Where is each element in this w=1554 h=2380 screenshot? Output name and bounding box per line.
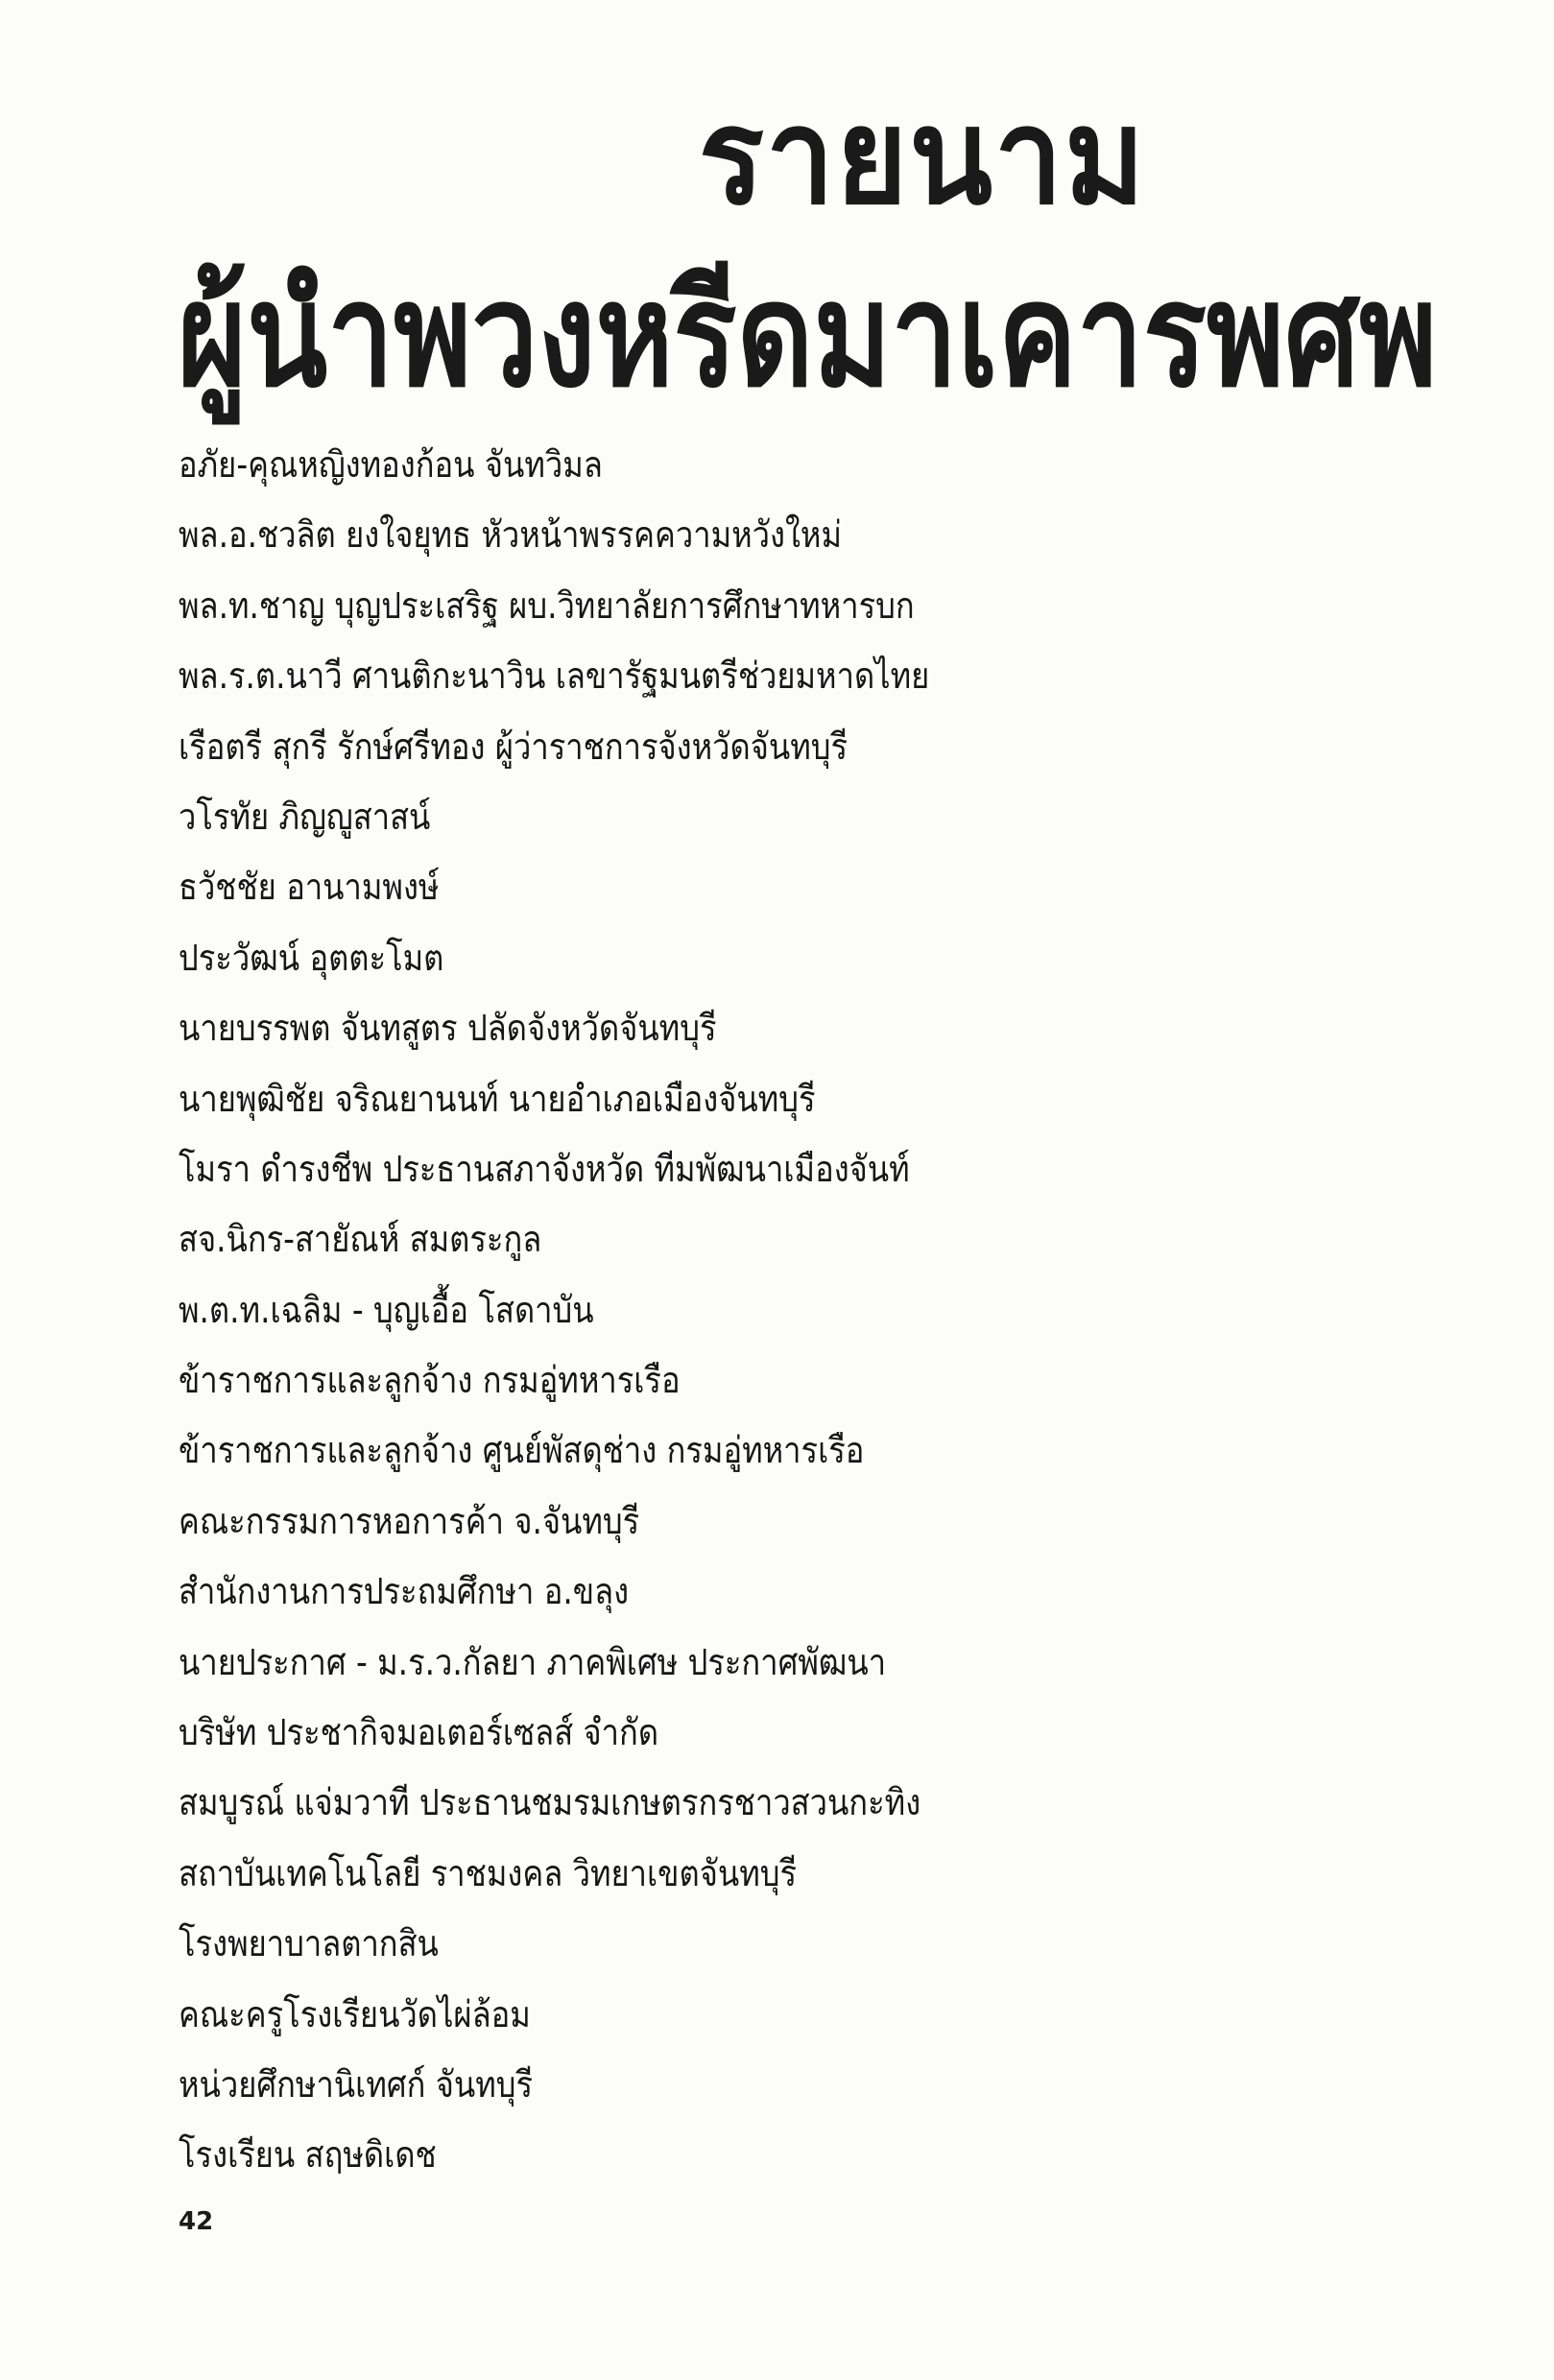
list-item: เรือตรี สุกรี รักษ์ศรีทอง ผู้ว่าราชการจังหวัดจันทบุรี (179, 725, 849, 768)
list-item: คณะครูโรงเรียนวัดไผ่ล้อม (179, 1992, 531, 2035)
list-item: คณะกรรมการหอการค้า จ.จันทบุรี (179, 1499, 640, 1542)
title-line-1: รายนาม (698, 80, 1147, 234)
list-item: โรงพยาบาลตากสิน (179, 1922, 439, 1965)
list-item: สมบูรณ์ แจ่มวาที ประธานชมรมเกษตรกรชาวสวนกะทิง (179, 1781, 921, 1824)
list-item: สถาบันเทคโนโลยี ราชมงคล วิทยาเขตจันทบุรี (179, 1851, 798, 1894)
list-item: นายบรรพต จันทสูตร ปลัดจังหวัดจันทบุรี (179, 1007, 717, 1050)
list-item: นายประกาศ - ม.ร.ว.กัลยา ภาคพิเศษ ประกาศพัฒนา (179, 1640, 887, 1683)
list-item: ข้าราชการและลูกจ้าง ศูนย์พัสดุช่าง กรมอู่ทหารเรือ (179, 1429, 865, 1472)
list-item: พล.ท.ชาญ บุญประเสริฐ ผบ.วิทยาลัยการศึกษาทหารบก (179, 583, 915, 627)
list-item: นายพุฒิชัย จริณยานนท์ นายอำเภอเมืองจันทบุรี (179, 1077, 816, 1120)
list-item: สจ.นิกร-สายัณห์ สมตระกูล (179, 1218, 542, 1261)
name-list (179, 430, 1407, 2191)
list-item: โรงเรียน สฤษดิเดช (179, 2133, 437, 2177)
list-item: ข้าราชการและลูกจ้าง กรมอู่ทหารเรือ (179, 1359, 681, 1402)
list-item: วโรทัย ภิญญูสาสน์ (179, 795, 431, 838)
list-item: บริษัท ประชากิจมอเตอร์เซลส์ จำกัด (179, 1711, 659, 1754)
list-item: พล.ร.ต.นาวี ศานติกะนาวิน เลขารัฐมนตรีช่วยมหาดไทย (179, 654, 930, 698)
title-line-2: ผู้นำพวงหรีดมาเคารพศพ (178, 252, 1438, 419)
list-item: อภัย-คุณหญิงทองก้อน จันทวิมล (179, 443, 603, 486)
list-item: สำนักงานการประถมศึกษา อ.ขลุง (179, 1570, 630, 1613)
list-item: ประวัฒน์ อุตตะโมต (179, 936, 444, 979)
list-item: โมรา ดำรงชีพ ประธานสภาจังหวัด ทีมพัฒนาเมืองจันท์ (179, 1147, 910, 1190)
list-item: พ.ต.ท.เฉลิม - บุญเอื้อ โสดาบัน (179, 1288, 594, 1331)
page-number: 42 (179, 2207, 214, 2236)
list-item: พล.อ.ชวลิต ยงใจยุทธ หัวหน้าพรรคความหวังใหม่ (179, 513, 843, 557)
list-item: ธวัชชัย อานามพงษ์ (179, 866, 440, 909)
list-item: หน่วยศึกษานิเทศก์ จันทบุรี (179, 2062, 534, 2106)
